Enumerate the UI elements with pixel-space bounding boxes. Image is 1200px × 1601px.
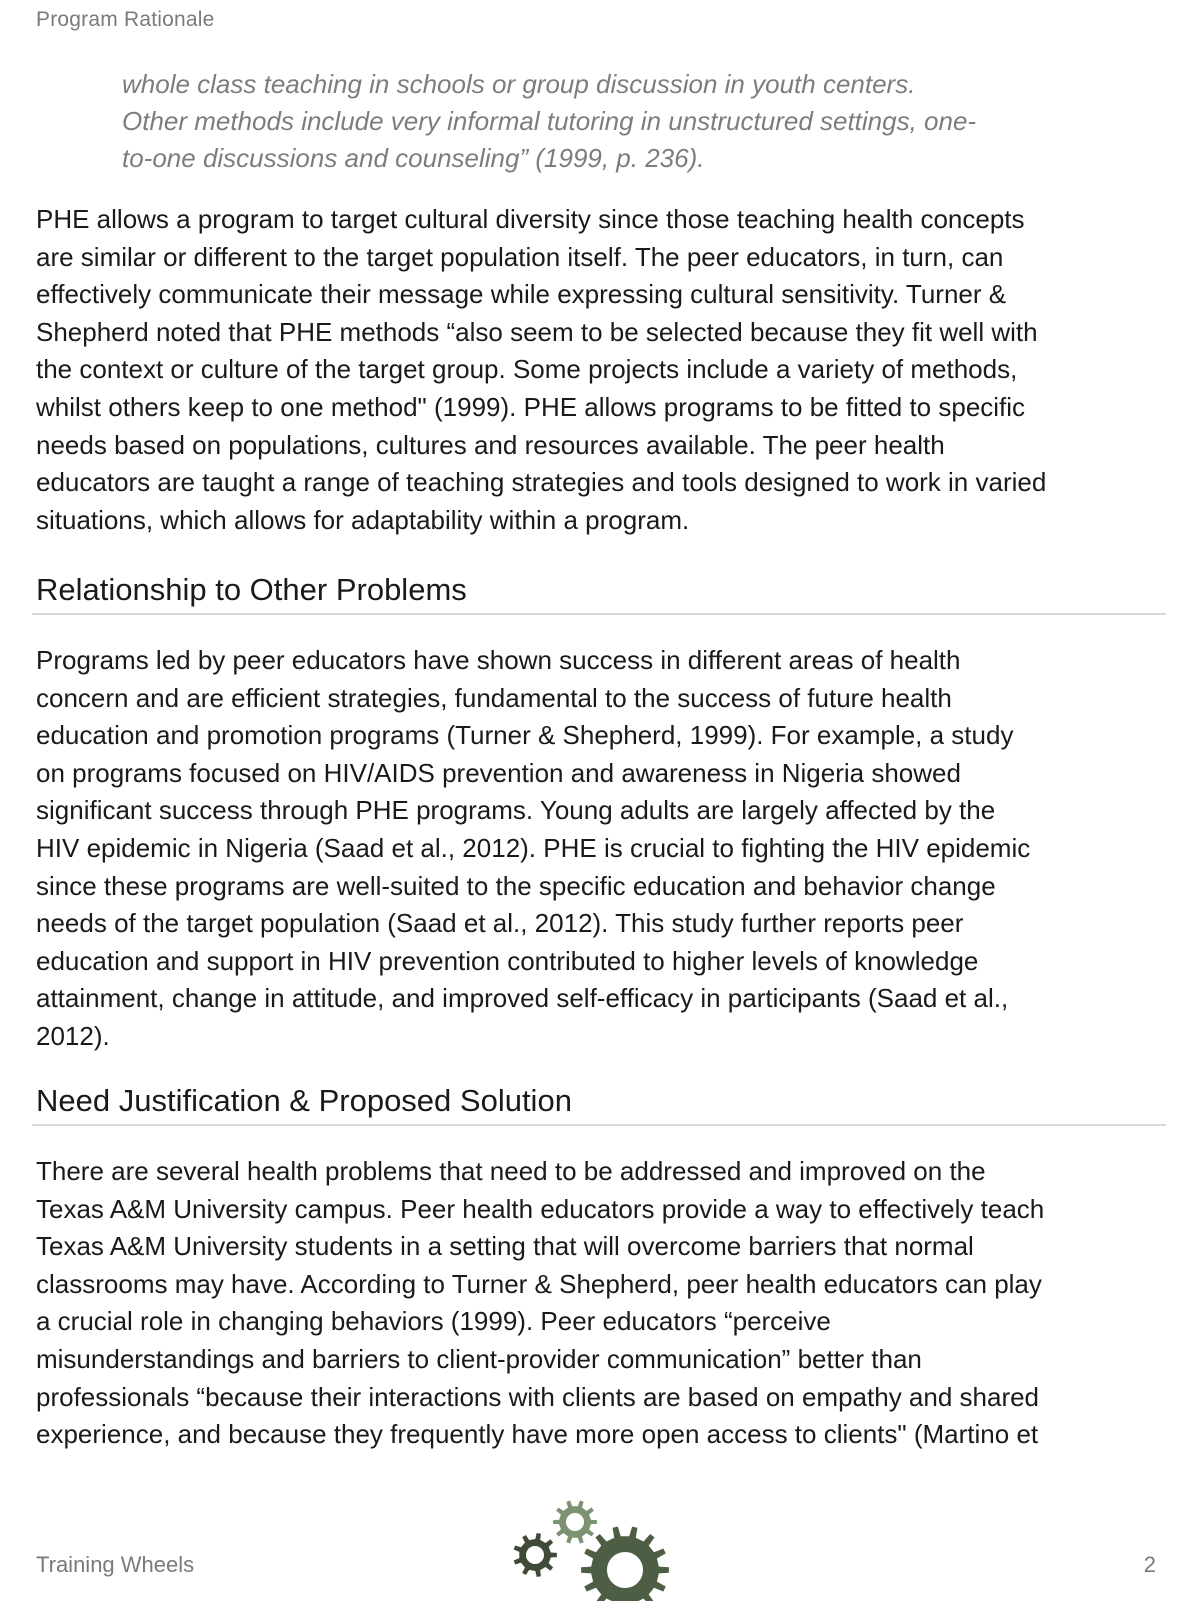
section-heading-relationship: Relationship to Other Problems — [36, 572, 467, 607]
text-line: Texas A&M University students in a setting that will overcome barriers that normal — [36, 1231, 974, 1262]
section-divider — [32, 613, 1166, 615]
gear-hole — [566, 1513, 584, 1531]
running-header: Program Rationale — [36, 8, 215, 31]
block-quote — [122, 66, 1082, 177]
footer-title: Training Wheels — [36, 1552, 195, 1577]
text-line: concern and are efficient strategies, fundamental to the success of future health — [36, 682, 952, 713]
quote-line: to-one discussions and counseling” (1999, p. 236). — [122, 143, 705, 173]
gear-hole — [526, 1546, 544, 1564]
text-line: Programs led by peer educators have shown success in different areas of health — [36, 645, 961, 675]
text-line: HIV epidemic in Nigeria (Saad et al., 2012). PHE is crucial to fighting the HIV epidemic — [36, 832, 1031, 863]
small-gear-icon — [514, 1533, 557, 1577]
text-line: attainment, change in attitude, and improved self-efficacy in participants (Saad et al., — [36, 983, 1009, 1014]
text-line: significant success through PHE programs. Young adults are largely affected by the — [36, 795, 996, 826]
text-line: are similar or different to the target population itself. The peer educators, in turn, can — [36, 241, 1004, 272]
text-line: education and support in HIV prevention contributed to higher levels of knowledge — [36, 945, 979, 976]
paragraph-need-justification — [36, 1153, 1166, 1454]
gears-logo-icon — [505, 1500, 695, 1601]
text-line: PHE allows a program to target cultural diversity since those teaching health concepts — [36, 204, 1025, 234]
quote-line: whole class teaching in schools or group discussion in youth centers. — [122, 69, 916, 99]
text-line: 2012). — [36, 1020, 110, 1051]
page-number: 2 — [1143, 1552, 1156, 1577]
text-line: the context or culture of the target group. Some projects include a variety of methods, — [36, 354, 1018, 385]
text-line: There are several health problems that need to be addressed and improved on the — [36, 1156, 986, 1186]
text-line: whilst others keep to one method" (1999). PHE allows programs to be fitted to specific — [36, 391, 1026, 422]
text-line: since these programs are well-suited to the specific education and behavior change — [36, 870, 996, 901]
section-heading-need-justification: Need Justification & Proposed Solution — [36, 1083, 572, 1118]
text-line: Texas A&M University campus. Peer health educators provide a way to effectively teach — [36, 1193, 1045, 1224]
section-divider — [32, 1124, 1166, 1126]
text-line: effectively communicate their message while expressing cultural sensitivity. Turner & — [36, 279, 1007, 310]
text-line: classrooms may have. According to Turner & Shepherd, peer health educators can play — [36, 1268, 1042, 1299]
paragraph-relationship — [36, 642, 1166, 1056]
quote-line: Other methods include very informal tutoring in unstructured settings, one- — [122, 106, 977, 136]
text-line: misunderstandings and barriers to client-provider communication” better than — [36, 1343, 922, 1374]
text-line: needs based on populations, cultures and resources available. The peer health — [36, 429, 945, 460]
text-line: situations, which allows for adaptability within a program. — [36, 504, 690, 535]
large-gear-icon — [581, 1527, 669, 1601]
text-line: experience, and because they frequently have more open access to clients" (Martino et — [36, 1419, 1039, 1450]
text-line: Shepherd noted that PHE methods “also seem to be selected because they fit well with — [36, 316, 1038, 347]
light-gear-icon — [553, 1501, 597, 1544]
text-line: needs of the target population (Saad et al., 2012). This study further reports peer — [36, 908, 964, 939]
text-line: on programs focused on HIV/AIDS prevention and awareness in Nigeria showed — [36, 757, 961, 788]
text-line: educators are taught a range of teaching strategies and tools designed to work in varied — [36, 467, 1047, 498]
text-line: a crucial role in changing behaviors (1999). Peer educators “perceive — [36, 1306, 831, 1337]
text-line: education and promotion programs (Turner & Shepherd, 1999). For example, a study — [36, 720, 1014, 751]
text-line: professionals “because their interactions with clients are based on empathy and shared — [36, 1381, 1040, 1412]
paragraph-phe-diversity — [36, 201, 1166, 539]
